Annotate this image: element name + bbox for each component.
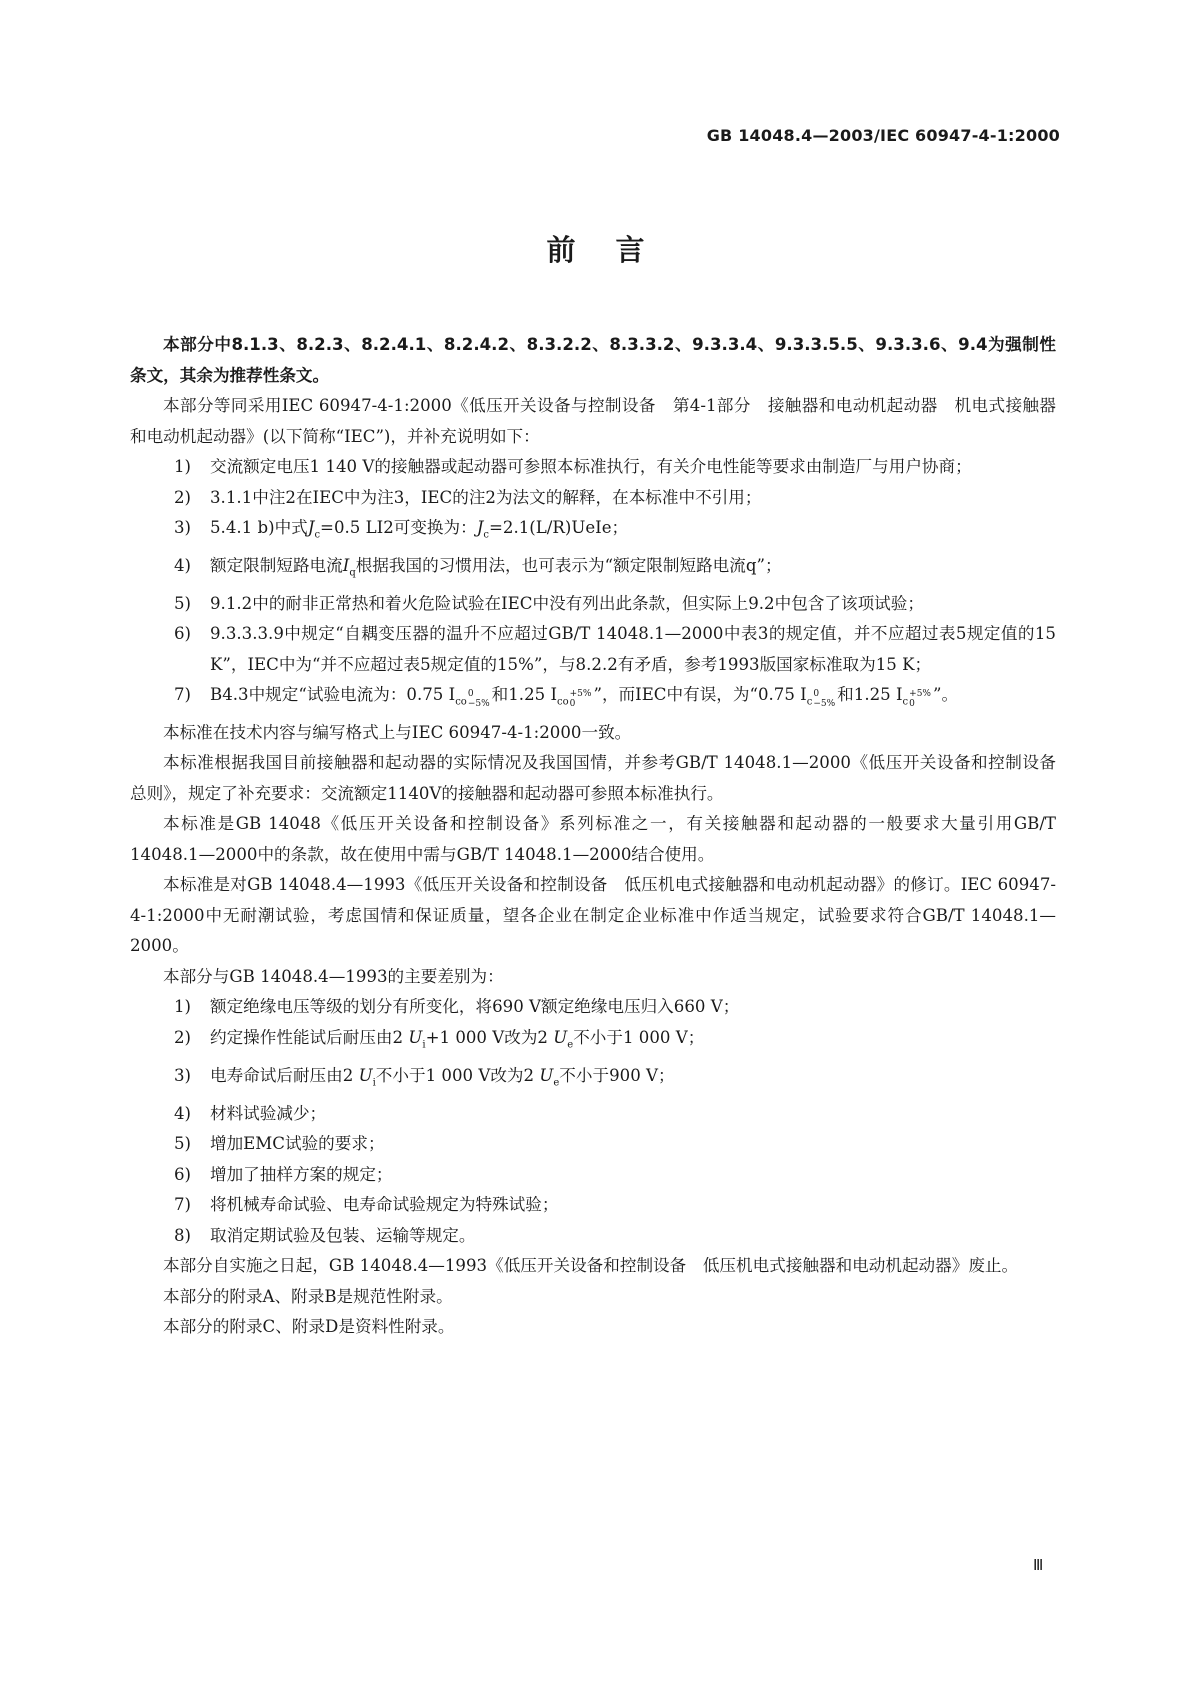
item-text: =2.1(L/R)UeIe； (488, 518, 629, 537)
item-number: 3) (174, 518, 192, 537)
series-paragraph: 本标准是GB 14048《低压开关设备和控制设备》系列标准之一，有关接触器和起动器的一般要求大量引用GB/T 14048.1—2000中的条款，故在使用中需与GB/T 14048.1—2000结合使用。 (130, 814, 1056, 864)
tolerance-lower: −5% (813, 699, 836, 710)
item-text: 取消定期试验及包装、运输等规定。 (210, 1225, 476, 1245)
subscript: e (553, 1077, 560, 1089)
item-number: 4) (174, 1103, 192, 1123)
subscript: i (422, 1039, 426, 1051)
item-number: 7) (174, 685, 192, 705)
normative-annex-paragraph: 本部分的附录A、附录B是规范性附录。 (163, 1286, 453, 1306)
item-text: ”，而IEC中有误，为“0.75 I (593, 685, 807, 705)
list-item (130, 1099, 1056, 1130)
symbol: J (476, 518, 484, 537)
item-text: 将机械寿命试验、电寿命试验规定为特殊试验； (210, 1195, 559, 1215)
symbol: I (342, 555, 350, 575)
item-text: 材料试验减少； (210, 1103, 327, 1123)
item-number: 1) (174, 997, 192, 1017)
subscript: c (806, 696, 813, 708)
item-text: 不小于1 000 V改为2 (375, 1065, 540, 1085)
symbol: U (358, 1065, 373, 1085)
item-number: 6) (174, 624, 192, 644)
supplement-list (130, 452, 1056, 718)
mandatory-clauses-paragraph: 本部分中8.1.3、8.2.3、8.2.4.1、8.2.4.2、8.3.2.2、8.3.3.2、9.3.3.4、9.3.3.5.5、9.3.3.6、9.4为强制性条文，其余为推荐性条文。 (130, 335, 1056, 385)
standard-code-header: GB 14048.4—2003/IEC 60947-4-1:2000 (706, 126, 1060, 145)
symbol: U (408, 1027, 423, 1047)
informative-annex-paragraph: 本部分的附录C、附录D是资料性附录。 (163, 1317, 455, 1337)
list-item (130, 589, 1056, 620)
tolerance-lower: 0 (569, 699, 576, 710)
page-title: 前言 (546, 233, 685, 267)
item-text: 约定操作性能试后耐压由2 (210, 1027, 409, 1047)
list-item (130, 1023, 1056, 1061)
item-text: 额定绝缘电压等级的划分有所变化，将690 V额定绝缘电压归入660 V； (210, 997, 740, 1017)
item-text: ”。 (932, 685, 959, 705)
tolerance-upper: 0 (467, 689, 474, 700)
item-number: 2) (174, 487, 192, 507)
subscript: co (557, 696, 569, 708)
differences-intro-paragraph: 本部分与GB 14048.4—1993的主要差别为： (163, 966, 504, 986)
item-text: 交流额定电压1 140 V的接触器或起动器可参照本标准执行，有关介电性能等要求由制造厂与用户协商； (210, 457, 972, 476)
tolerance-stack (570, 689, 592, 709)
symbol: U (539, 1065, 554, 1085)
repeal-paragraph: 本部分自实施之日起，GB 14048.4—1993《低压开关设备和控制设备 低压机电式接触器和电动机起动器》废止。 (163, 1256, 1019, 1276)
item-text: 增加了抽样方案的规定； (210, 1164, 393, 1184)
tolerance-stack (468, 689, 490, 709)
tolerance-stack (813, 689, 835, 709)
list-item (130, 1190, 1056, 1221)
subscript: q (349, 567, 356, 579)
item-number: 6) (174, 1164, 192, 1184)
page-number: Ⅲ (1033, 1556, 1044, 1574)
item-text: 不小于900 V； (559, 1065, 675, 1085)
item-text: 3.1.1中注2在IEC中为注3，IEC的注2为法文的解释，在本标准中不引用； (210, 487, 762, 507)
symbol: U (553, 1027, 568, 1047)
item-text: 和1.25 I (491, 685, 558, 705)
list-item (130, 452, 1056, 483)
list-item (130, 680, 1056, 718)
subscript: c (902, 696, 909, 708)
item-text: 额定限制短路电流 (210, 555, 343, 575)
consistency-paragraph: 本标准在技术内容与编写格式上与IEC 60947-4-1:2000一致。 (163, 722, 632, 742)
list-item (130, 1160, 1056, 1191)
item-number: 2) (174, 1027, 192, 1047)
list-item (130, 619, 1056, 680)
item-number: 5) (174, 593, 192, 613)
list-item (130, 1129, 1056, 1160)
list-item (130, 513, 1056, 551)
adoption-paragraph: 本部分等同采用IEC 60947-4-1:2000《低压开关设备与控制设备 第4-1部分 接触器和电动机起动器 机电式接触器和电动机起动器》(以下简称“IEC”)，并补充说明如下： (130, 396, 1056, 446)
item-number: 8) (174, 1225, 192, 1245)
tolerance-stack (909, 689, 931, 709)
item-text: 和1.25 I (837, 685, 903, 705)
item-number: 5) (174, 1134, 192, 1154)
differences-list (130, 992, 1056, 1251)
subscript: c (314, 529, 321, 541)
list-item (130, 483, 1056, 514)
list-item (130, 992, 1056, 1023)
supplementary-requirement-paragraph: 本标准根据我国目前接触器和起动器的实际情况及我国国情，并参考GB/T 14048.1—2000《低压开关设备和控制设备 总则》，规定了补充要求：交流额定1140V的接触器和起动器可参照本标准执行。 (130, 753, 1073, 803)
item-number: 7) (174, 1195, 192, 1215)
subscript: c (483, 529, 489, 541)
item-text: 不小于1 000 V； (573, 1027, 705, 1047)
subscript: co (455, 696, 467, 708)
revision-paragraph: 本标准是对GB 14048.4—1993《低压开关设备和控制设备 低压机电式接触器和电动机起动器》的修订。IEC 60947-4-1:2000中无耐潮试验，考虑国情和保证质量，望各企业在制定企业标准中作适当规定，试验要求符合GB/T 14048.1—2000。 (130, 875, 1056, 956)
item-number: 3) (174, 1065, 192, 1085)
tolerance-upper: +5% (569, 689, 592, 700)
tolerance-lower: −5% (467, 699, 490, 710)
subscript: e (567, 1039, 574, 1051)
item-text: =0.5 LI2可变换为： (320, 518, 477, 537)
item-text: 9.3.3.3.9中规定“自耦变压器的温升不应超过GB/T 14048.1—2000中表3的规定值，并不应超过表5规定值的15 K”，IEC中为“并不应超过表5规定值的15%”，与8.2.2有矛盾，参考1993版国家标准取为15 K； (210, 624, 1056, 674)
symbol: J (307, 518, 315, 537)
tolerance-lower: 0 (909, 699, 915, 710)
item-text: 增加EMC试验的要求； (210, 1134, 385, 1154)
list-item (130, 551, 1056, 589)
item-number: 1) (174, 457, 192, 476)
subscript: i (372, 1077, 376, 1089)
item-text: 根据我国的习惯用法，也可表示为“额定限制短路电流q”； (355, 555, 782, 575)
tolerance-upper: 0 (813, 689, 820, 700)
tolerance-upper: +5% (909, 689, 931, 700)
item-text: 电寿命试后耐压由2 (210, 1065, 359, 1085)
item-text: 9.1.2中的耐非正常热和着火危险试验在IEC中没有列出此条款，但实际上9.2中包含了该项试验； (210, 593, 924, 613)
item-number: 4) (174, 555, 192, 575)
document-body (130, 330, 1073, 1343)
item-text: +1 000 V改为2 (425, 1027, 554, 1047)
list-item (130, 1221, 1056, 1252)
item-text: 5.4.1 b)中式 (210, 518, 308, 537)
item-text: B4.3中规定“试验电流为：0.75 I (210, 685, 456, 705)
list-item (130, 1061, 1056, 1099)
